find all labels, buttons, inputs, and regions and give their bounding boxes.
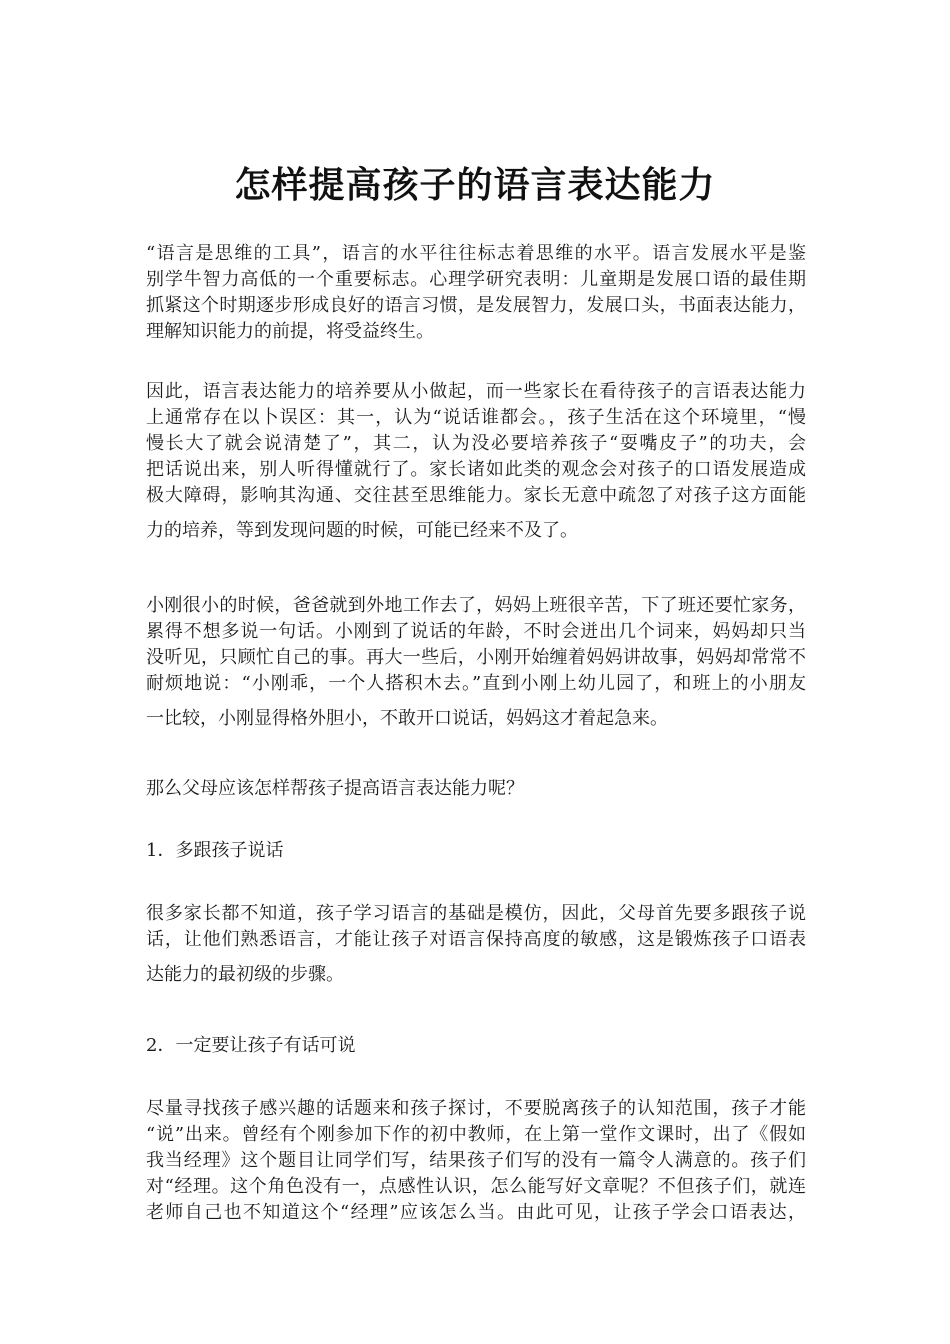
text-line: 力的培养，等到发现问题的时候，可能已经来不及了。 [146,520,578,541]
text-line: 达能力的最初级的步骤。 [146,964,344,985]
text-line: 很多家长都不知道，孩子学习语言的基础是模仿，因此，父母首先要多跟孩子说 [146,903,806,924]
text-line: 理解知识能力的前提，将受益终生。 [146,321,434,342]
text-line: 老师自己也不知道这个“经理”应该怎么当。由此可见，让孩子学会口语表达， [146,1202,806,1223]
text-line: 累得不想多说一句话。小刚到了说话的年龄，不时会迸出几个词来，妈妈却只当 [146,621,806,642]
text-line: 极大障碍，影响其沟通、交往甚至思维能力。家长无意中疏忽了对孩子这方面能 [146,485,806,506]
text-line: “语言是思维的工具”，语言的水平往往标志着思维的水平。语言发展水平是鉴 [146,243,806,264]
text-line: 上通常存在以卜误区：其一，认为“说话谁都会。，孩子生活在这个环境里，“慢 [146,407,806,428]
text-line: 对“经理。这个角色没有一，点感性认识，怎么能写好文章呢？不但孩子们，就连 [146,1176,806,1197]
text-line: 耐烦地说：“小刚乖，一个人搭积木去。”直到小刚上幼儿园了，和班上的小朋友 [146,673,806,694]
text-line: 一比较，小刚显得格外胆小，不敢开口说话，妈妈这才着起急来。 [146,708,668,729]
text-line: 尽量寻找孩子感兴趣的话题来和孩子探讨，不要脱离孩子的认知范围，孩子才能 [146,1098,806,1119]
document-title: 怎样提高孩子的语言表达能力 [234,165,716,206]
text-line: 那么父母应该怎样帮孩子提高语言表达能力呢？ [146,778,524,799]
text-line: 没听见，只顾忙自己的事。再大一些后，小刚开始缠着妈妈讲故事，妈妈却常常不 [146,647,806,668]
text-line: 把话说出来，别人听得懂就行了。家长诸如此类的观念会对孩子的口语发展造成 [146,459,806,480]
text-line: 慢长大了就会说清楚了”，其二，认为没必要培养孩子“耍嘴皮子”的功夫，会 [146,433,806,454]
section-heading: 2．一定要让孩子有话可说 [146,1035,356,1056]
text-line: “说”出来。曾经有个刚参加下作的初中教师，在上第一堂作文课时，出了《假如 [146,1124,806,1145]
section-heading: 1．多跟孩子说话 [146,840,284,861]
text-line: 别学牛智力高低的一个重要标志。心理学研究表明：儿童期是发展口语的最佳期 [146,269,806,290]
text-line: 小刚很小的时候，爸爸就到外地工作去了，妈妈上班很辛苦，下了班还要忙家务， [146,595,806,616]
text-line: 话，让他们熟悉语言，才能让孩子对语言保持高度的敏感，这是锻炼孩子口语表 [146,929,806,950]
text-line: 抓紧这个时期逐步形成良好的语言习惯，是发展智力，发展口头，书面表达能力， [146,295,806,316]
text-line: 因此，语言表达能力的培养要从小做起，而一些家长在看待孩子的言语表达能力 [146,381,806,402]
text-line: 我当经理》这个题目让同学们写，结果孩子们写的没有一篇令人满意的。孩子们 [146,1150,806,1171]
